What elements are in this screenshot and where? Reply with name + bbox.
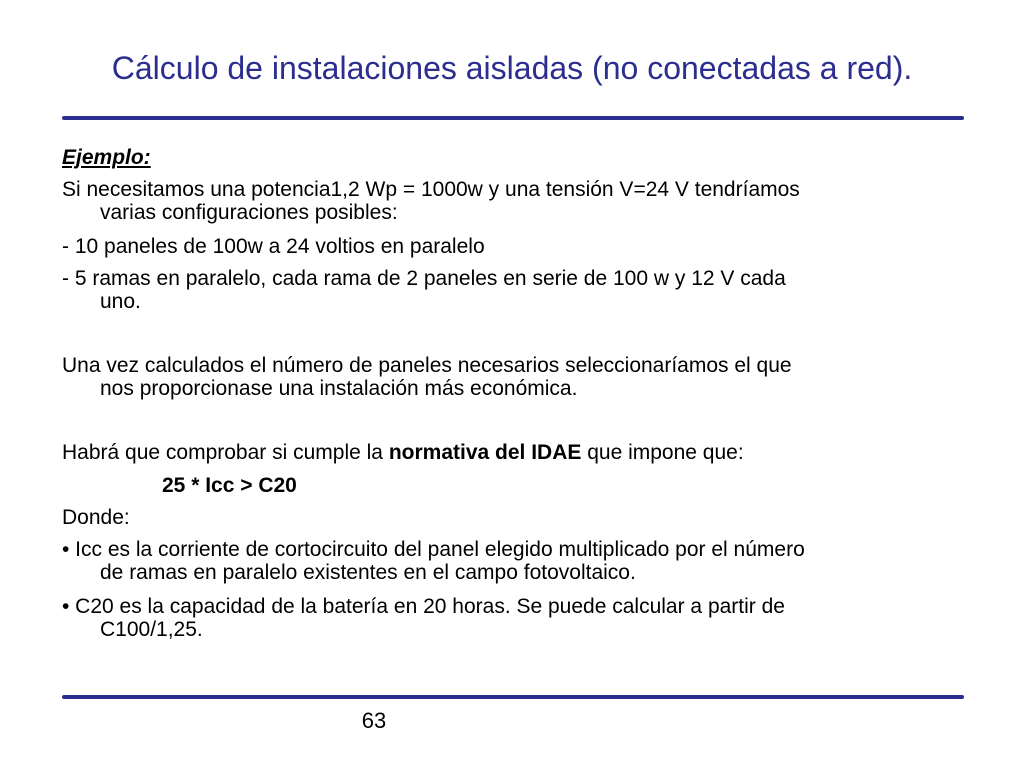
formula: 25 * Icc > C20 [162, 474, 297, 497]
bottom-divider [62, 695, 964, 699]
line-text: • C20 es la capacidad de la batería en 20 horas. Se puede calcular a partir de [62, 595, 785, 618]
line-text: Si necesitamos una potencia1,2 Wp = 1000w y una tensión V=24 V tendríamos [62, 178, 800, 201]
bullet-icc [62, 538, 1010, 584]
option-series-branches [62, 267, 1010, 313]
paragraph-selection [62, 354, 1010, 400]
line-text: varias configuraciones posibles: [100, 201, 398, 224]
slide-title: Cálculo de instalaciones aisladas (no conectadas a red). [111, 50, 913, 86]
option-parallel-panels: - 10 paneles de 100w a 24 voltios en paralelo [62, 235, 485, 258]
top-divider [62, 116, 964, 120]
line-text: Una vez calculados el número de paneles necesarios seleccionaríamos el que [62, 354, 792, 377]
normativa-post: que impone que: [581, 441, 744, 464]
donde-label: Donde: [62, 506, 130, 529]
paragraph-normativa [62, 441, 1010, 464]
line-text: uno. [100, 290, 141, 313]
line-text: C100/1,25. [100, 618, 203, 641]
bullet-c20 [62, 595, 1010, 641]
normativa-bold: normativa del IDAE [388, 441, 582, 464]
normativa-pre: Habrá que comprobar si cumple la [62, 441, 389, 464]
line-text: - 5 ramas en paralelo, cada rama de 2 paneles en serie de 100 w y 12 V cada [62, 267, 786, 290]
line-text: de ramas en paralelo existentes en el campo fotovoltaico. [100, 561, 636, 584]
line-text: • Icc es la corriente de cortocircuito del panel elegido multiplicado por el número [62, 538, 805, 561]
line-text: nos proporcionase una instalación más económica. [100, 377, 578, 400]
paragraph-requirements [62, 178, 1010, 224]
page-number: 63 [361, 708, 387, 733]
example-heading: Ejemplo: [62, 146, 151, 169]
